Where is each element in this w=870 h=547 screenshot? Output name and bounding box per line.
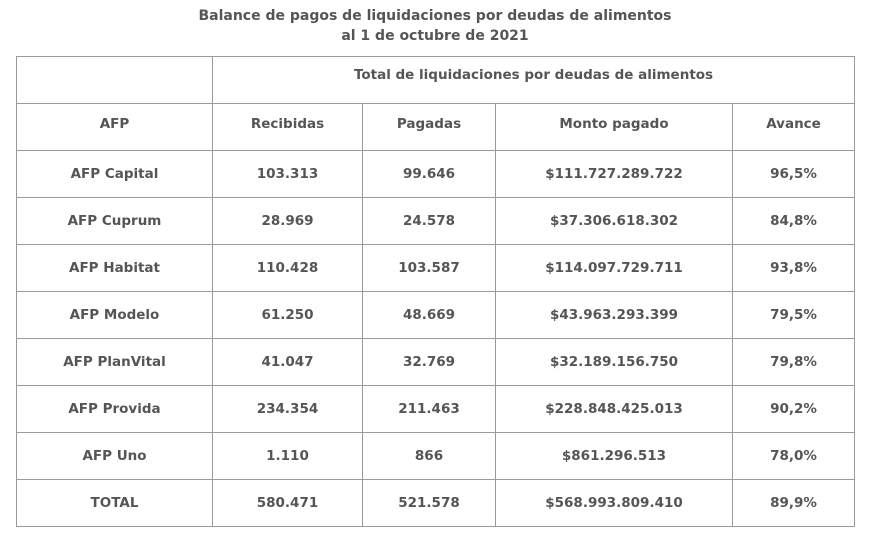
monto-pagado-cell: $111.727.289.722 — [496, 151, 733, 198]
column-header-row — [17, 104, 855, 151]
title-line-1: Balance de pagos de liquidaciones por deudas de alimentos — [198, 8, 672, 24]
pagadas-cell: 32.769 — [363, 339, 496, 386]
empty-corner-cell — [17, 57, 213, 104]
afp-cell: AFP Uno — [17, 433, 213, 480]
column-header-avance: Avance — [733, 104, 855, 151]
column-header-monto-pagado: Monto pagado — [496, 104, 733, 151]
avance-cell: 79,8% — [733, 339, 855, 386]
monto-pagado-cell: $37.306.618.302 — [496, 198, 733, 245]
recibidas-cell: 580.471 — [213, 480, 363, 527]
group-header-row — [17, 57, 855, 104]
table-row — [17, 245, 855, 292]
monto-pagado-cell: $32.189.156.750 — [496, 339, 733, 386]
avance-cell: 78,0% — [733, 433, 855, 480]
table-title — [0, 6, 870, 46]
afp-cell: AFP Capital — [17, 151, 213, 198]
recibidas-cell: 41.047 — [213, 339, 363, 386]
recibidas-cell: 1.110 — [213, 433, 363, 480]
afp-cell: TOTAL — [17, 480, 213, 527]
table-row — [17, 339, 855, 386]
table-row — [17, 292, 855, 339]
title-line-2: al 1 de octubre de 2021 — [341, 28, 529, 44]
pagadas-cell: 521.578 — [363, 480, 496, 527]
avance-cell: 90,2% — [733, 386, 855, 433]
recibidas-cell: 61.250 — [213, 292, 363, 339]
pagadas-cell: 211.463 — [363, 386, 496, 433]
recibidas-cell: 103.313 — [213, 151, 363, 198]
recibidas-cell: 234.354 — [213, 386, 363, 433]
monto-pagado-cell: $114.097.729.711 — [496, 245, 733, 292]
avance-cell: 84,8% — [733, 198, 855, 245]
afp-cell: AFP Modelo — [17, 292, 213, 339]
monto-pagado-cell: $861.296.513 — [496, 433, 733, 480]
table-row — [17, 151, 855, 198]
table-row — [17, 198, 855, 245]
avance-cell: 93,8% — [733, 245, 855, 292]
afp-cell: AFP PlanVital — [17, 339, 213, 386]
afp-cell: AFP Habitat — [17, 245, 213, 292]
column-header-afp: AFP — [17, 104, 213, 151]
table-row — [17, 433, 855, 480]
table-row — [17, 386, 855, 433]
group-header-cell: Total de liquidaciones por deudas de alimentos — [213, 57, 855, 104]
pagadas-cell: 99.646 — [363, 151, 496, 198]
recibidas-cell: 28.969 — [213, 198, 363, 245]
avance-cell: 79,5% — [733, 292, 855, 339]
column-header-recibidas: Recibidas — [213, 104, 363, 151]
afp-cell: AFP Provida — [17, 386, 213, 433]
monto-pagado-cell: $43.963.293.399 — [496, 292, 733, 339]
liquidations-table — [16, 56, 855, 527]
afp-cell: AFP Cuprum — [17, 198, 213, 245]
pagadas-cell: 866 — [363, 433, 496, 480]
monto-pagado-cell: $228.848.425.013 — [496, 386, 733, 433]
pagadas-cell: 48.669 — [363, 292, 496, 339]
avance-cell: 89,9% — [733, 480, 855, 527]
avance-cell: 96,5% — [733, 151, 855, 198]
column-header-pagadas: Pagadas — [363, 104, 496, 151]
monto-pagado-cell: $568.993.809.410 — [496, 480, 733, 527]
recibidas-cell: 110.428 — [213, 245, 363, 292]
pagadas-cell: 103.587 — [363, 245, 496, 292]
pagadas-cell: 24.578 — [363, 198, 496, 245]
total-row — [17, 480, 855, 527]
